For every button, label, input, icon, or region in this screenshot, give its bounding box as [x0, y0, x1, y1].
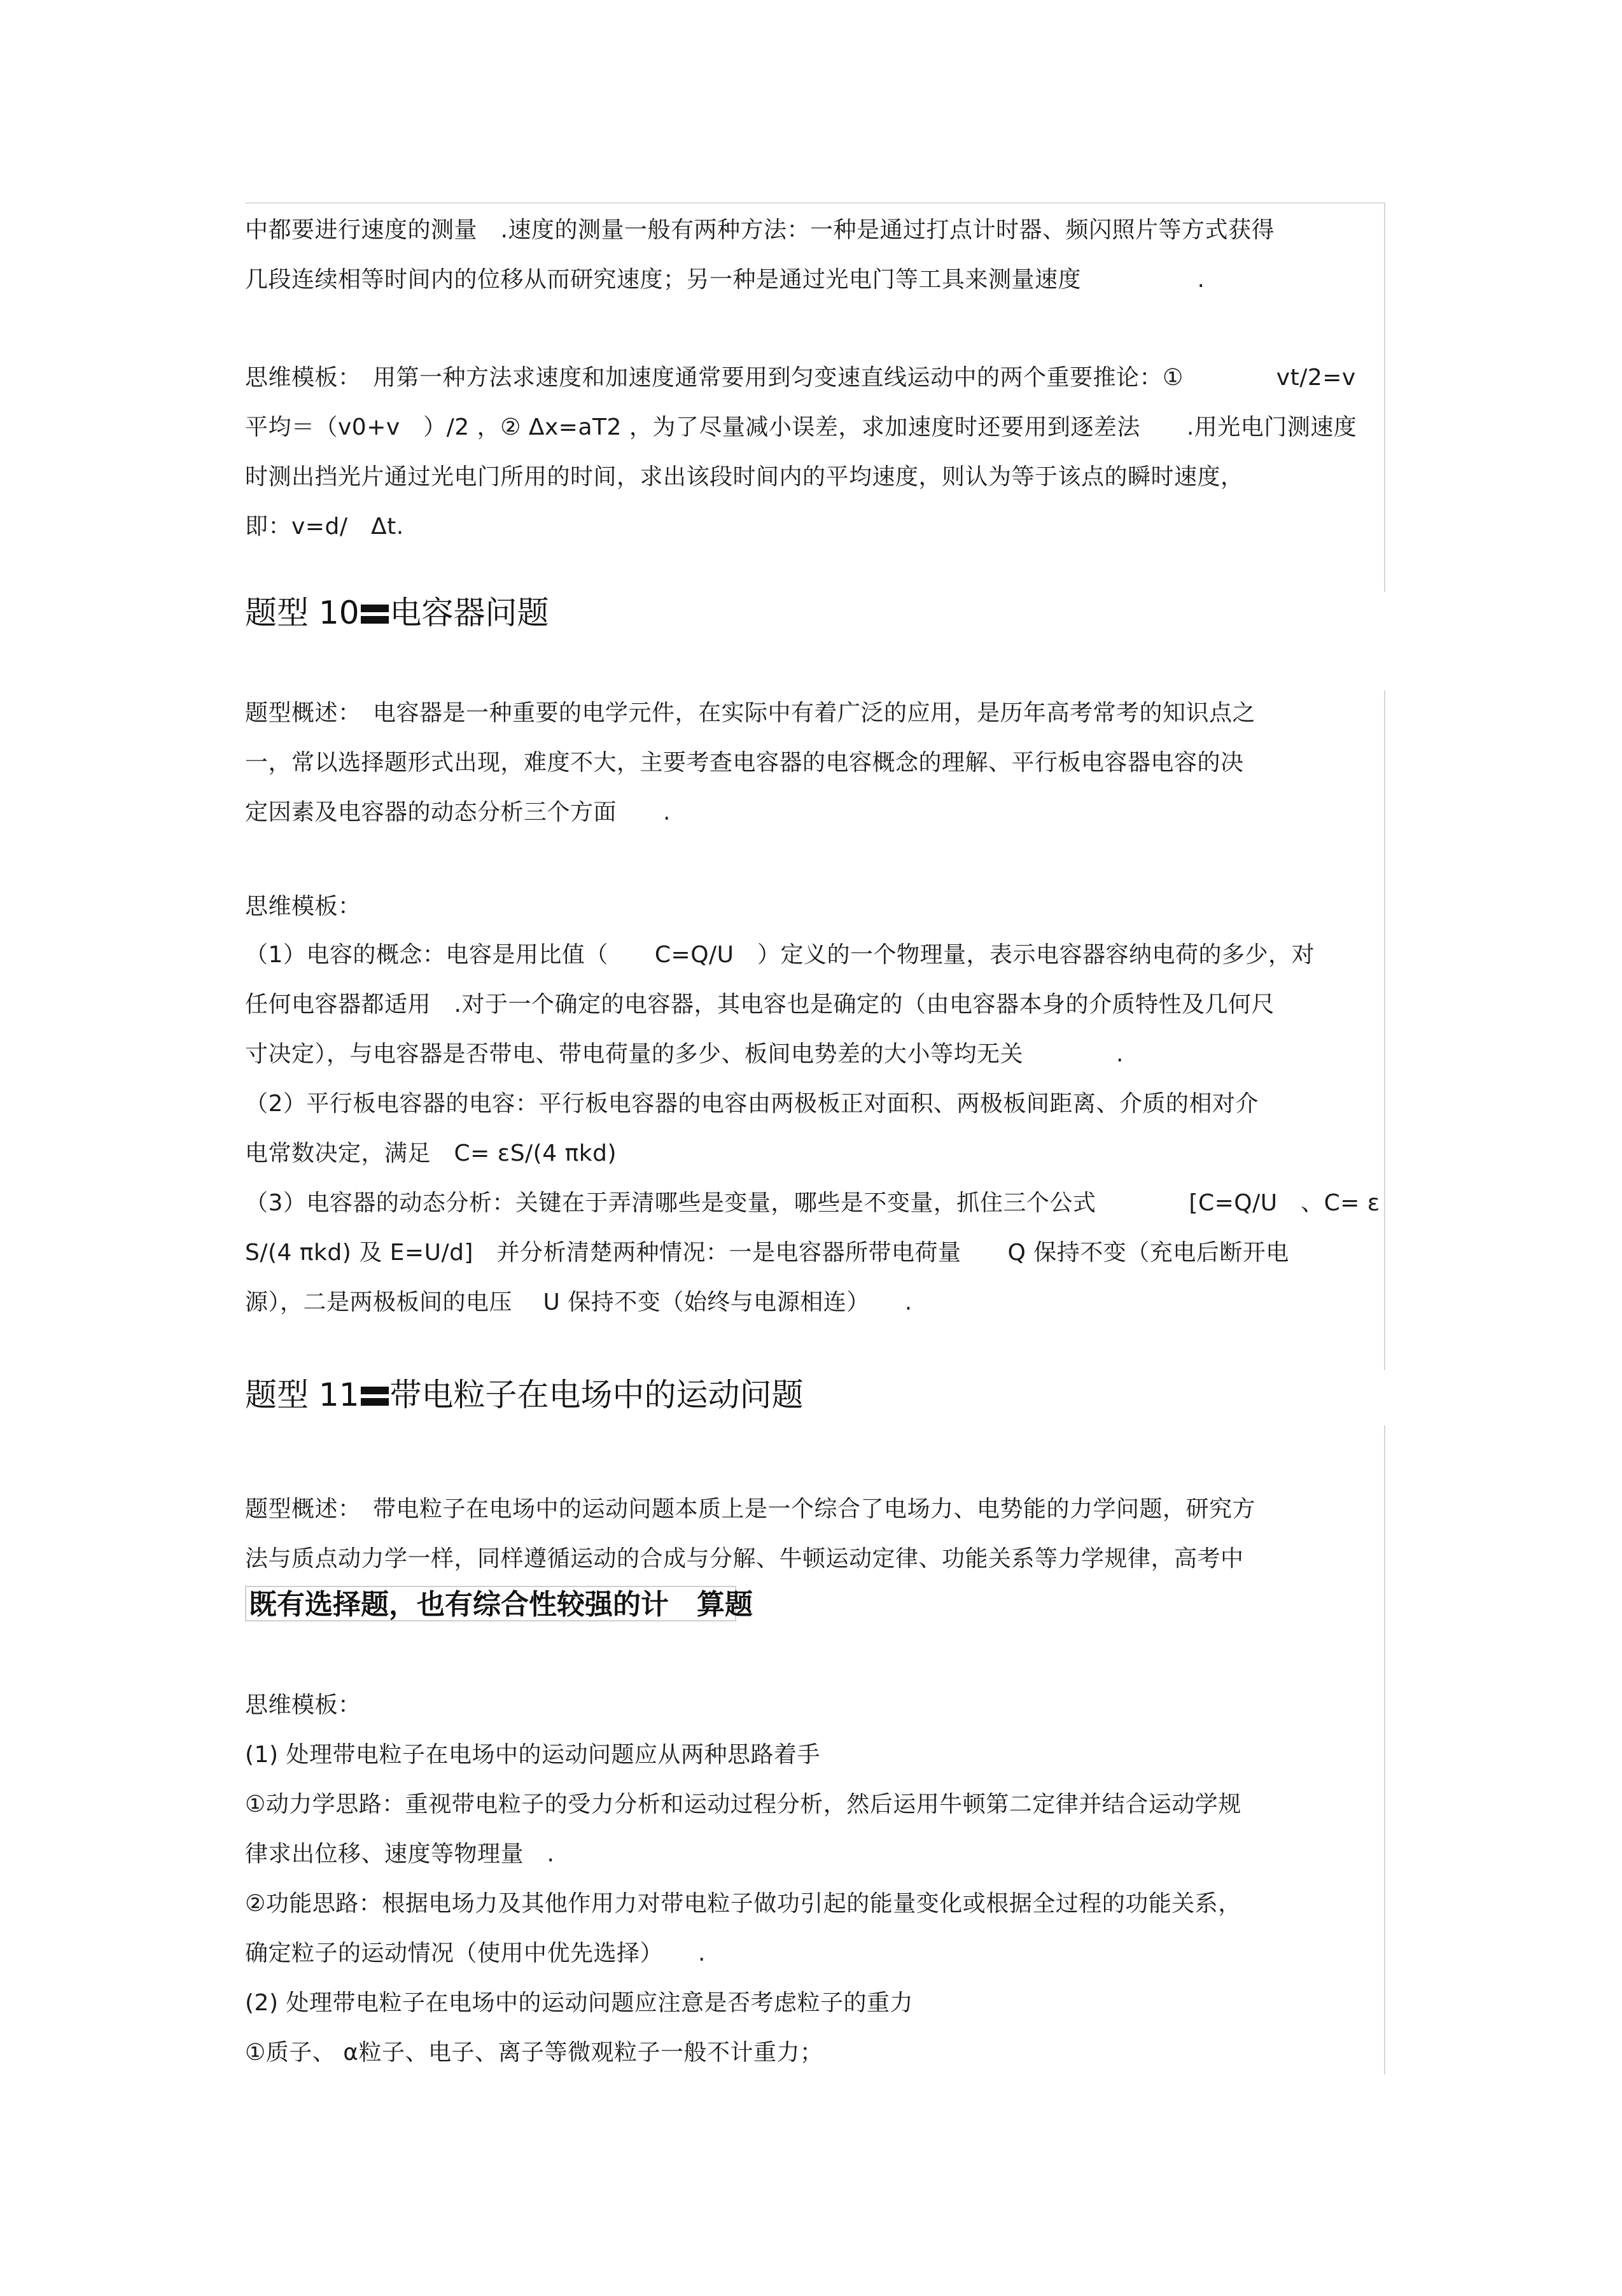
text-line: 法与质点动力学一样，同样遵循运动的合成与分解、牛顿运动定律、功能关系等力学规律，高考中: [245, 1546, 1244, 1572]
text-line: 任何电容器都适用 .对于一个确定的电容器，其电容也是确定的（由电容器本身的介质特性及几何尺: [245, 991, 1275, 1018]
text-line: 定因素及电容器的动态分析三个方面 .: [245, 799, 671, 825]
text-line: （1）电容的概念：电容是用比值（ C=Q/U ）定义的一个物理量，表示电容器容纳电荷的多少，对: [245, 942, 1315, 968]
text-line: 一，常以选择题形式出现，难度不大，主要考查电容器的电容概念的理解、平行板电容器电容的决: [245, 750, 1244, 776]
text-line: 电常数决定，满足 C= εS/(4 πkd): [245, 1140, 617, 1166]
double-bar-icon: [361, 1385, 389, 1407]
text-line: 思维模板：: [245, 893, 361, 920]
heading-prefix: 题型 11: [245, 1376, 360, 1413]
text-line: 寸决定），与电容器是否带电、带电荷量的多少、板间电势差的大小等均无关 .: [245, 1041, 1124, 1067]
heading-text: 带电粒子在电场中的运动问题: [389, 1376, 804, 1413]
text-line: S/(4 πkd) 及 E=U/d] 并分析清楚两种情况：一是电容器所带电荷量 Q 保持不变（充电后断开电: [245, 1240, 1289, 1266]
text-line: 即：v=d/ Δt.: [245, 514, 404, 540]
text-line: 思维模板： 用第一种方法求速度和加速度通常要用到匀变速直线运动中的两个重要推论：① vt/2=v: [245, 365, 1356, 391]
section-velocity-measurement: [245, 202, 1385, 592]
text-line: (1) 处理带电粒子在电场中的运动问题应从两种思路着手: [245, 1742, 820, 1768]
section-capacitor: [245, 690, 1385, 1370]
text-line: 题型概述： 带电粒子在电场中的运动问题本质上是一个综合了电场力、电势能的力学问题，研究方: [245, 1496, 1256, 1522]
text-line: 几段连续相等时间内的位移从而研究速度；另一种是通过光电门等工具来测量速度 .: [245, 267, 1205, 293]
text-line: 题型概述： 电容器是一种重要的电学元件，在实际中有着广泛的应用，是历年高考常考的知识点之: [245, 700, 1256, 726]
text-line: （2）平行板电容器的电容：平行板电容器的电容由两极板正对面积、两极板间距离、介质的相对介: [245, 1091, 1259, 1117]
heading-type-11: [245, 1376, 804, 1414]
text-line: 源），二是两极板间的电压 U 保持不变（始终与电源相连） .: [245, 1289, 912, 1315]
text-line: 平均＝（v0+v ）/2 ，② Δx=aT2 ，为了尽量减小误差，求加速度时还要用到逐差法 .用光电门测速度: [245, 414, 1357, 440]
text-line: ①动力学思路：重视带电粒子的受力分析和运动过程分析，然后运用牛顿第二定律并结合运动学规: [245, 1791, 1241, 1817]
text-line: 思维模板：: [245, 1692, 361, 1718]
heading-prefix: 题型 10: [245, 594, 360, 631]
heading-type-10: [245, 594, 549, 632]
text-line: ②功能思路：根据电场力及其他作用力对带电粒子做功引起的能量变化或根据全过程的功能关系，: [245, 1891, 1241, 1917]
text-line: 中都要进行速度的测量 .速度的测量一般有两种方法：一种是通过打点计时器、频闪照片等方式获得: [245, 217, 1275, 243]
text-line: （3）电容器的动态分析：关键在于弄清哪些是变量，哪些是不变量，抓住三个公式 [C=Q/U 、C= ε: [245, 1190, 1380, 1216]
text-line: (2) 处理带电粒子在电场中的运动问题应注意是否考虑粒子的重力: [245, 1990, 913, 2016]
highlighted-text-box: 既有选择题，也有综合性较强的计 算题: [245, 1586, 736, 1621]
section-charged-particle: [245, 1425, 1385, 2075]
text-line: ①质子、 α粒子、电子、离子等微观粒子一般不计重力；: [245, 2040, 823, 2066]
text-line: 确定粒子的运动情况（使用中优先选择） .: [245, 1940, 706, 1966]
double-bar-icon: [361, 603, 389, 625]
heading-text: 电容器问题: [389, 594, 549, 631]
text-line: 律求出位移、速度等物理量 .: [245, 1841, 555, 1867]
text-line: 时测出挡光片通过光电门所用的时间，求出该段时间内的平均速度，则认为等于该点的瞬时速度，: [245, 464, 1244, 490]
